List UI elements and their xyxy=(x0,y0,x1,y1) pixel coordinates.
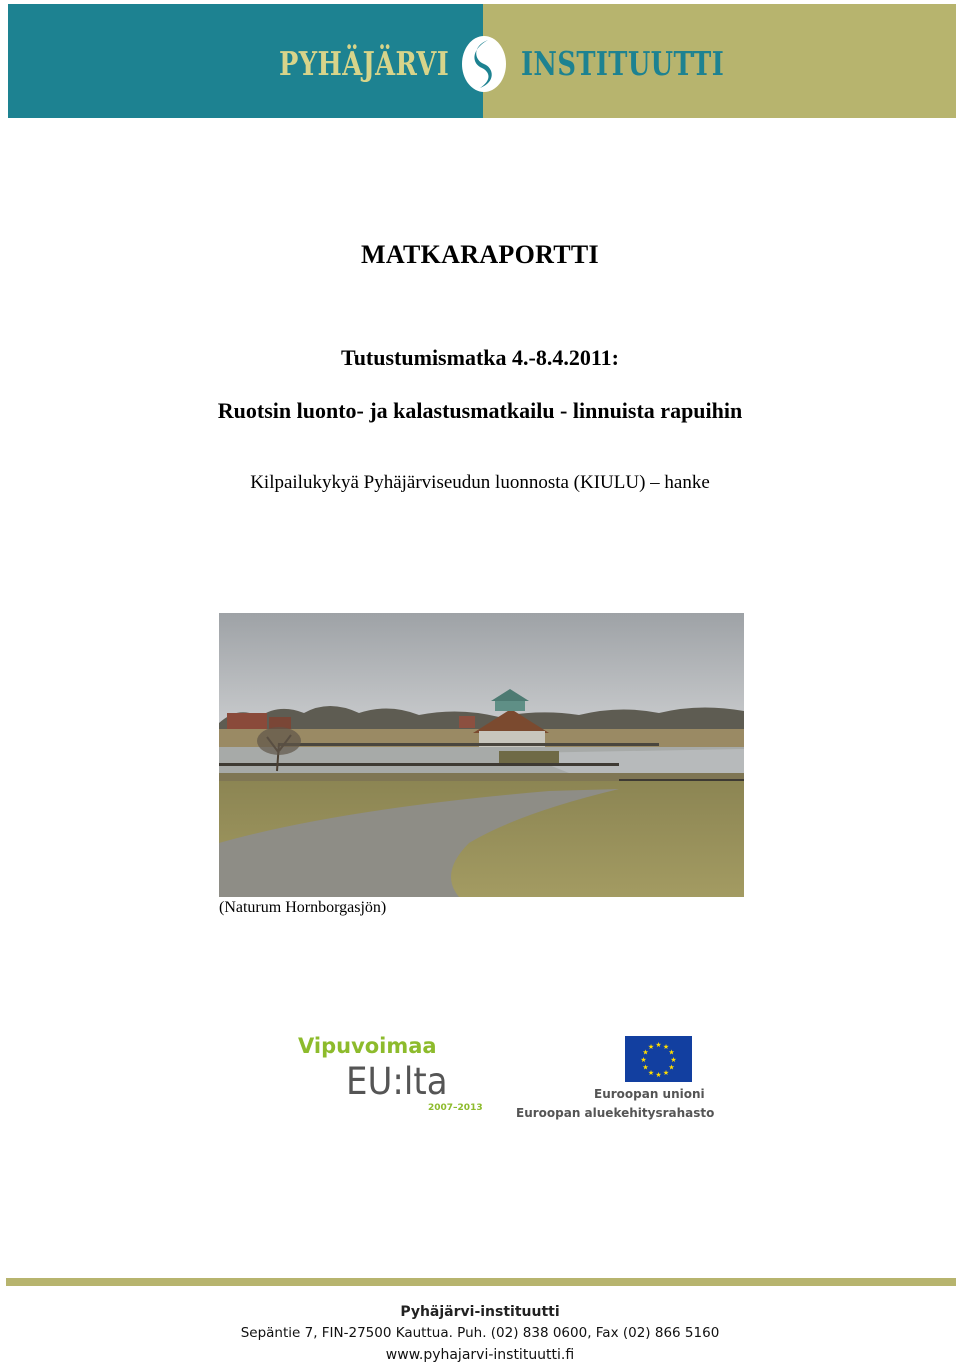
svg-text:★: ★ xyxy=(668,1063,675,1072)
eu-flag-icon xyxy=(625,1036,692,1082)
brand-name-right: INSTITUUTTI xyxy=(521,44,725,83)
banner-left-panel xyxy=(8,4,483,118)
svg-text:★: ★ xyxy=(662,1043,670,1051)
footer-org-name: Pyhäjärvi-instituutti xyxy=(400,1304,560,1320)
vipuvoimaa-text: Vipuvoimaa xyxy=(298,1034,437,1058)
footer-website-link[interactable]: www.pyhajarvi-instituutti.fi xyxy=(385,1347,575,1363)
report-title: MATKARAPORTTI xyxy=(361,240,599,269)
eu-union-label: Euroopan unioni xyxy=(594,1087,705,1101)
footer-divider xyxy=(6,1278,956,1286)
banner-right-panel xyxy=(483,4,956,118)
svg-text:★: ★ xyxy=(647,1069,655,1077)
svg-text:★: ★ xyxy=(640,1056,647,1064)
naturum-photo xyxy=(219,613,744,897)
eu-stars-icon xyxy=(625,1036,692,1082)
wave-logo-icon xyxy=(458,34,510,94)
svg-text:★: ★ xyxy=(642,1048,649,1057)
vipuvoimaa-logo xyxy=(298,1034,488,1119)
svg-text:★: ★ xyxy=(642,1063,649,1072)
svg-text:★: ★ xyxy=(668,1048,675,1057)
svg-text:★: ★ xyxy=(670,1056,677,1064)
program-years: 2007–2013 xyxy=(428,1103,483,1113)
svg-text:★: ★ xyxy=(655,1041,662,1049)
svg-text:★: ★ xyxy=(662,1069,670,1077)
brand-name-left: PYHÄJÄRVI xyxy=(278,44,449,83)
svg-text:★: ★ xyxy=(655,1071,662,1079)
eu-fund-label: Euroopan aluekehitysrahasto xyxy=(516,1106,715,1120)
photo-caption: (Naturum Hornborgasjön) xyxy=(219,899,387,916)
svg-text:★: ★ xyxy=(647,1043,655,1051)
eu-lta-text: EU:lta xyxy=(346,1060,448,1103)
landscape-image xyxy=(219,613,744,897)
trip-title: Tutustumismatka 4.-8.4.2011: xyxy=(341,345,619,370)
project-name: Kilpailukykyä Pyhäjärviseudun luonnosta (KIULU) – hanke xyxy=(250,472,710,493)
theme-title: Ruotsin luonto- ja kalastusmatkailu - linnuista rapuihin xyxy=(217,398,743,423)
header-banner xyxy=(8,4,956,118)
footer-address: Sepäntie 7, FIN-27500 Kauttua. Puh. (02) 838 0600, Fax (02) 866 5160 xyxy=(240,1325,720,1341)
